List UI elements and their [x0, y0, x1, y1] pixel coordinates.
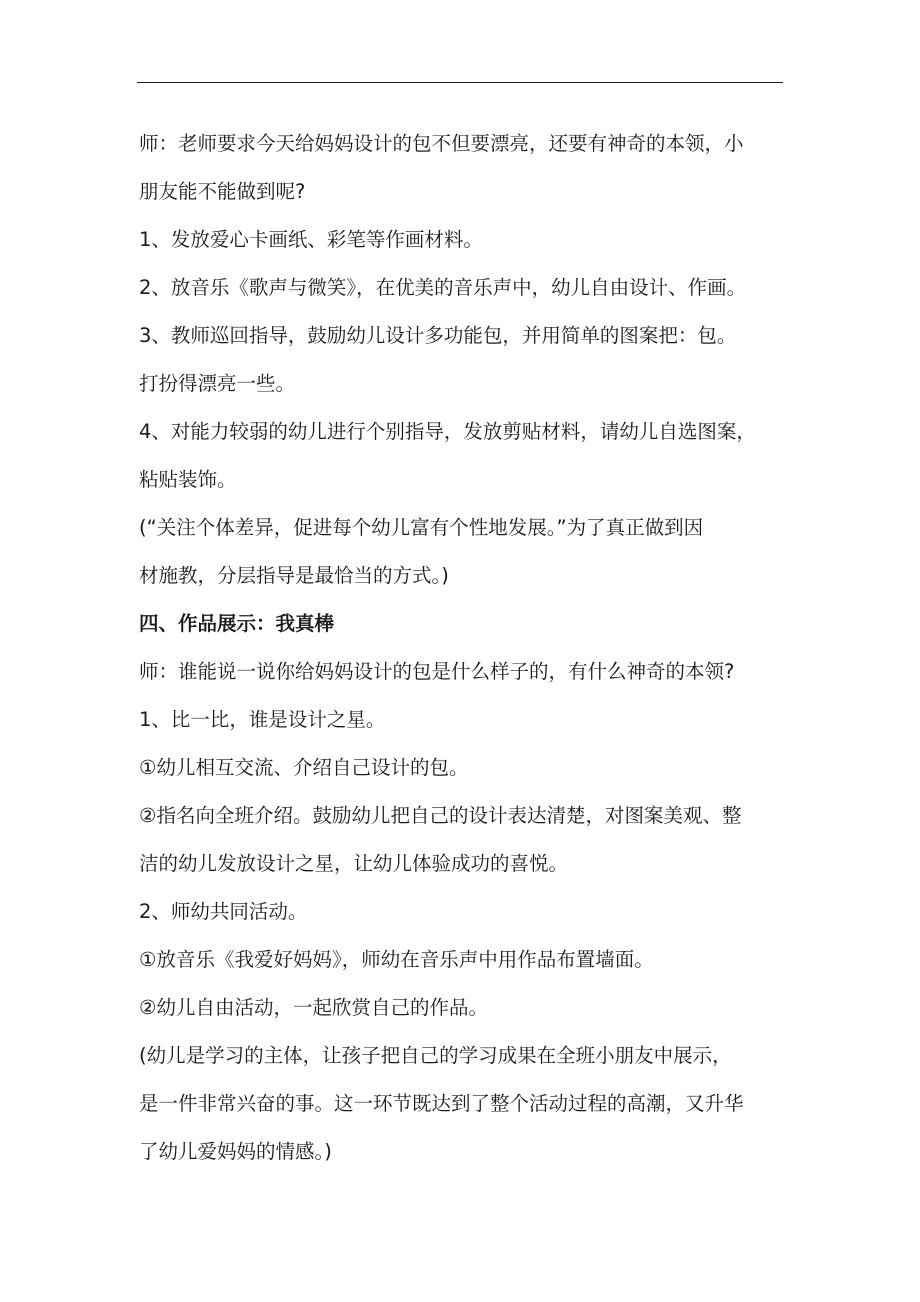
text-line: 师：谁能说一说你给妈妈设计的包是什么样子的，有什么神奇的本领?: [139, 660, 735, 683]
text-line: 粘贴装饰。: [139, 468, 237, 491]
text-line: ①放音乐《我爱好妈妈》，师幼在音乐声中用作品布置墙面。: [139, 948, 654, 971]
section-heading: 四、作品展示：我真棒: [139, 612, 335, 635]
text-line: 1、比一比，谁是设计之星。: [139, 708, 386, 731]
text-line: 是一件非常兴奋的事。这一环节既达到了整个活动过程的高潮，又升华: [139, 1092, 744, 1115]
text-line: 师：老师要求今天给妈妈设计的包不但要漂亮，还要有神奇的本领，小: [139, 132, 744, 155]
text-line: 打扮得漂亮一些。: [139, 372, 296, 395]
text-line: 洁的幼儿发放设计之星，让幼儿体验成功的喜悦。: [139, 852, 569, 875]
text-line: 了幼儿爱妈妈的情感。): [139, 1140, 332, 1163]
text-line: (“关注个体差异，促进每个幼儿富有个性地发展。”为了真正做到因: [139, 516, 704, 539]
text-line: (幼儿是学习的主体，让孩子把自己的学习成果在全班小朋友中展示，: [139, 1044, 732, 1067]
text-line: 4、对能力较弱的幼儿进行个别指导，发放剪贴材料，请幼儿自选图案，: [139, 420, 756, 443]
text-line: ②指名向全班介绍。鼓励幼儿把自己的设计表达清楚，对图案美观、整: [139, 804, 742, 827]
text-line: 2、放音乐《歌声与微笑》，在优美的音乐声中，幼儿自由设计、作画。: [139, 276, 747, 299]
text-line: 朋友能不能做到呢?: [139, 180, 306, 203]
text-line: ②幼儿自由活动，一起欣赏自己的作品。: [139, 996, 488, 1019]
text-line: 1、发放爱心卡画纸、彩笔等作画材料。: [139, 228, 483, 251]
text-line: 材施教，分层指导是最恰当的方式。): [139, 564, 449, 587]
text-line: 2、师幼共同活动。: [139, 900, 308, 923]
document-body: [139, 120, 789, 1176]
text-line: ①幼儿相互交流、介绍自己设计的包。: [139, 756, 469, 779]
header-rule: [137, 82, 783, 83]
text-line: 3、教师巡回指导，鼓励幼儿设计多功能包，并用简单的图案把：包。: [139, 324, 737, 347]
